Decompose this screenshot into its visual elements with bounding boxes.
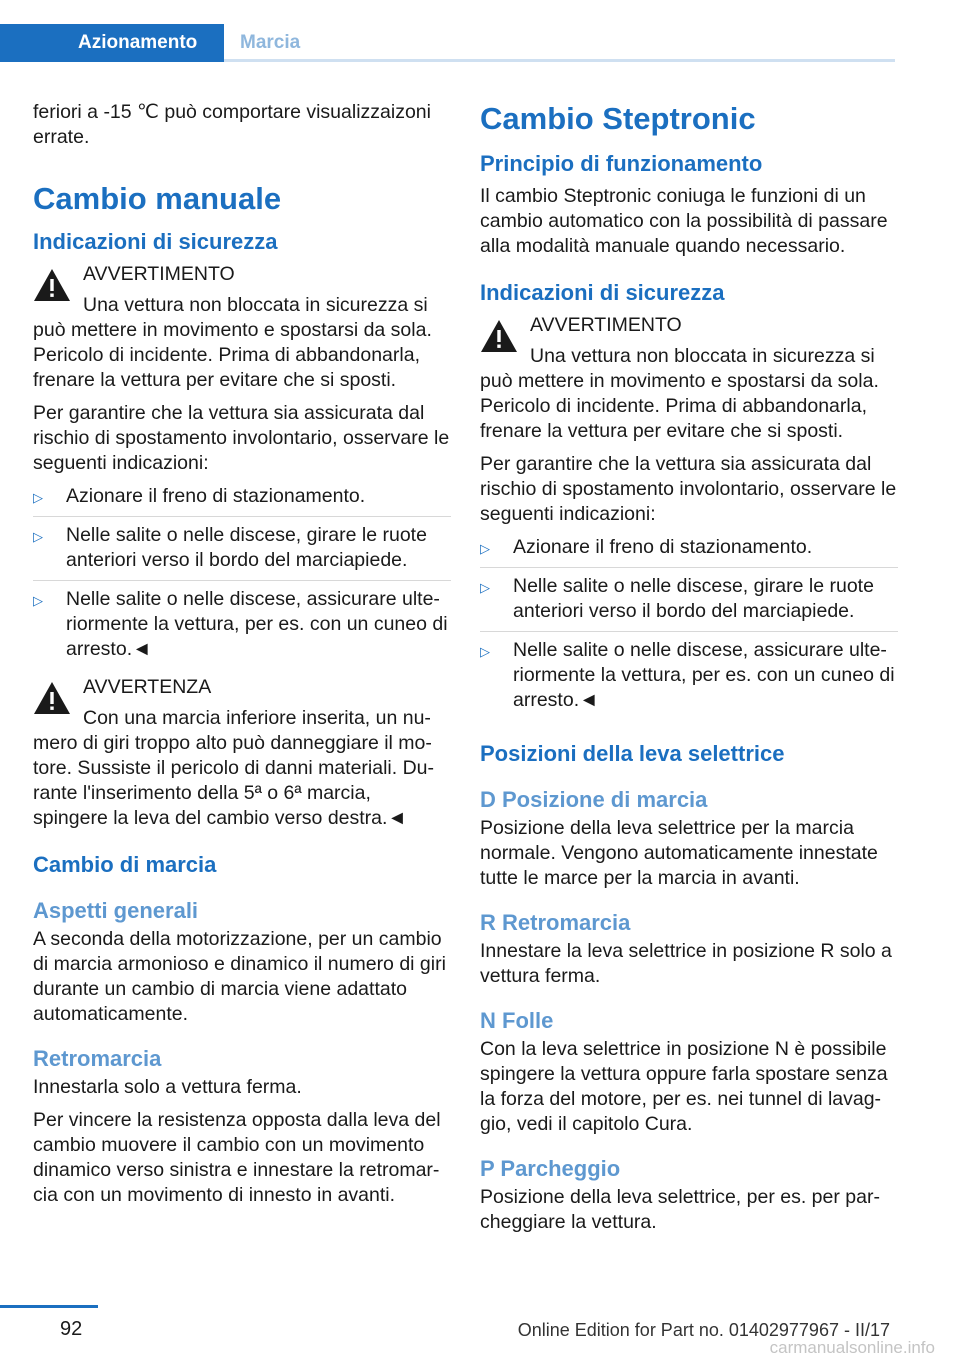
warning-block-left-2	[33, 675, 451, 831]
list-item: ▷ Nelle salite o nelle discese, assicurare ulte-riormente la vettura, per es. con un cuneo di arresto.◄	[480, 638, 898, 720]
warning-triangle-icon	[33, 268, 71, 302]
warning-title: AVVERTENZA	[83, 676, 212, 698]
heading-d-posizione: D Posizione di marcia	[480, 787, 708, 812]
left-column	[33, 100, 451, 1216]
watermark-text: carmanualsonline.info	[769, 1338, 935, 1357]
list-item: ▷ Azionare il freno di stazionamento.	[33, 484, 451, 517]
heading-safety-left: Indicazioni di sicurezza	[33, 229, 278, 254]
heading-retromarcia: Retromarcia	[33, 1046, 162, 1071]
warning-block-right-1	[480, 313, 898, 444]
list-item: ▷ Nelle salite o nelle discese, girare le ruote anteriori verso il bordo del marciapiede.	[33, 523, 451, 581]
paragraph: Posizione della leva selettrice, per es. per par-cheggiare la vettura.	[480, 1186, 880, 1233]
intro-text: feriori a -15 ℃ può comportare visualizzaizoni errate.	[33, 101, 431, 148]
warning-triangle-icon	[480, 319, 518, 353]
section-tab-azionamento[interactable]: Azionamento	[0, 24, 224, 62]
heading-cambio-manuale: Cambio manuale	[33, 181, 282, 216]
heading-r-retromarcia: R Retromarcia	[480, 910, 631, 935]
paragraph: Per garantire che la vettura sia assicurata dal rischio di spostamento involontario, osservare le seguenti indicazioni:	[33, 402, 450, 474]
paragraph: Per garantire che la vettura sia assicurata dal rischio di spostamento involontario, osservare le seguenti indicazioni:	[480, 453, 897, 525]
warning-title: AVVERTIMENTO	[530, 314, 682, 336]
bullet-list-left	[33, 484, 451, 669]
heading-cambio-di-marcia: Cambio di marcia	[33, 852, 217, 877]
heading-aspetti-generali: Aspetti generali	[33, 898, 199, 923]
warning-body: Con una marcia inferiore inserita, un nu-mero di giri troppo alto può danneggiare il mo-tore. Sussiste il pericolo di danni materiali. Du-rante l'inserimento della 5ª o 6ª marcia, spingere la leva del cambio verso destra.◄	[33, 707, 435, 829]
page-number: 92	[60, 1318, 83, 1340]
edition-text: Online Edition for Part no. 01402977967 - II/17	[517, 1320, 890, 1340]
heading-p-parcheggio: P Parcheggio	[480, 1156, 621, 1181]
warning-title: AVVERTIMENTO	[83, 263, 235, 285]
right-column	[480, 100, 898, 1243]
warning-body: Una vettura non bloccata in sicurezza si può mettere in movimento e spostarsi da sola. Pericolo di incidente. Prima di abbandonarla, frenare la vettura per evitare che si sposti.	[480, 345, 879, 442]
heading-principio: Principio di funzionamento	[480, 151, 763, 176]
paragraph: Il cambio Steptronic coniuga le funzioni di un cambio automatico con la possibilità di passare alla modalità manuale quando necessario.	[480, 185, 888, 257]
paragraph: Innestare la leva selettrice in posizione R solo a vettura ferma.	[480, 940, 892, 987]
bullet-list-right	[480, 535, 898, 720]
section-tab-marcia[interactable]: Marcia	[240, 32, 301, 53]
paragraph: Innestarla solo a vettura ferma.	[33, 1076, 302, 1098]
page-header	[0, 24, 895, 62]
paragraph: Posizione della leva selettrice per la marcia normale. Vengono automaticamente innestate tutte le marce per la marcia in avanti.	[480, 817, 878, 889]
paragraph: A seconda della motorizzazione, per un cambio di marcia armonioso e dinamico il numero di giri durante un cambio di marcia viene adattato automaticamente.	[33, 928, 446, 1025]
footer-rule	[0, 1305, 98, 1308]
warning-triangle-icon	[33, 681, 71, 715]
heading-posizioni-leva: Posizioni della leva selettrice	[480, 741, 785, 766]
heading-n-folle: N Folle	[480, 1008, 554, 1033]
list-item: ▷ Nelle salite o nelle discese, girare le ruote anteriori verso il bordo del marciapiede.	[480, 574, 898, 632]
list-item: ▷ Nelle salite o nelle discese, assicurare ulte-riormente la vettura, per es. con un cuneo di arresto.◄	[33, 587, 451, 669]
paragraph: Con la leva selettrice in posizione N è possibile spingere la vettura oppure farla spostare senza la forza del motore, per es. nei tunnel di lavag-gio, vedi il capitolo Cura.	[480, 1038, 888, 1135]
heading-safety-right: Indicazioni di sicurezza	[480, 280, 725, 305]
warning-body: Una vettura non bloccata in sicurezza si può mettere in movimento e spostarsi da sola. Pericolo di incidente. Prima di abbandonarla, frenare la vettura per evitare che si sposti.	[33, 294, 432, 391]
warning-block-left-1	[33, 262, 451, 393]
heading-cambio-steptronic: Cambio Steptronic	[480, 101, 756, 136]
header-rule	[224, 59, 895, 62]
paragraph: Per vincere la resistenza opposta dalla leva del cambio muovere il cambio con un movimento dinamico verso sinistra e innestare la retromar-cia con un movimento di innesto in avanti.	[33, 1109, 441, 1206]
list-item: ▷ Azionare il freno di stazionamento.	[480, 535, 898, 568]
